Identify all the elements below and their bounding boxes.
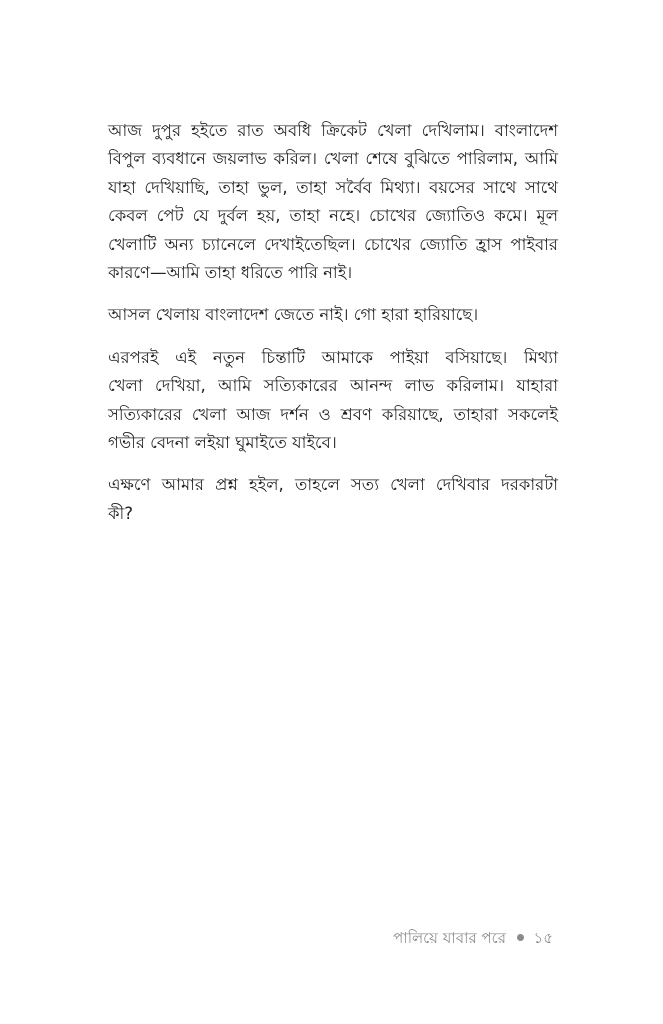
paragraph-1 [108,117,558,287]
page-body [108,117,558,542]
text-line: আজ দুপুর হইতে রাত অবধি ক্রিকেট খেলা দেখিলাম। বাংলাদেশ [108,121,558,140]
text-line: কেবল পেট যে দুর্বল হয়, তাহা নহে। চোখের জ্যোতিও কমে। মূল [108,206,558,226]
bullet-dot-icon [517,934,524,941]
text-line: গভীর বেদনা লইয়া ঘুমাইতে যাইবে। [108,433,337,453]
running-title: পালিয়ে যাবার পরে [393,929,506,947]
paragraph-2 [108,301,558,329]
text-line: এরপরই এই নতুন চিন্তাটি আমাকে পাইয়া বসিয়াছে। মিথ্যা [108,347,558,367]
text-line: বিপুল ব্যবধানে জয়লাভ করিল। খেলা শেষে বুঝিতে পারিলাম, আমি [108,149,558,169]
text-line: যাহা দেখিয়াছি, তাহা ভুল, তাহা সর্বৈব মিথ্যা। বয়সের সাথে সাথে [108,177,558,197]
text-line: খেলা দেখিয়া, আমি সত্যিকারের আনন্দ লাভ করিলাম। যাহারা [108,376,558,396]
paragraph-4 [108,471,558,528]
text-line: সত্যিকারের খেলা আজ দর্শন ও শ্রবণ করিয়াছে, তাহারা সকলেই [108,404,558,424]
text-line: কী? [108,503,134,523]
paragraph-3 [108,344,558,458]
page-number: ১৫ [533,929,553,947]
text-line: এক্ষণে আমার প্রশ্ন হইল, তাহলে সত্য খেলা দেখিবার দরকারটা [108,475,558,495]
text-line: আসল খেলায় বাংলাদেশ জেতে নাই। গো হারা হারিয়াছে। [108,305,479,325]
text-line: কারণে—আমি তাহা ধরিতে পারি নাই। [108,263,353,283]
page-footer [393,927,553,952]
text-line: খেলাটি অন্য চ্যানেলে দেখাইতেছিল। চোখের জ্যোতি হ্রাস পাইবার [108,234,558,254]
